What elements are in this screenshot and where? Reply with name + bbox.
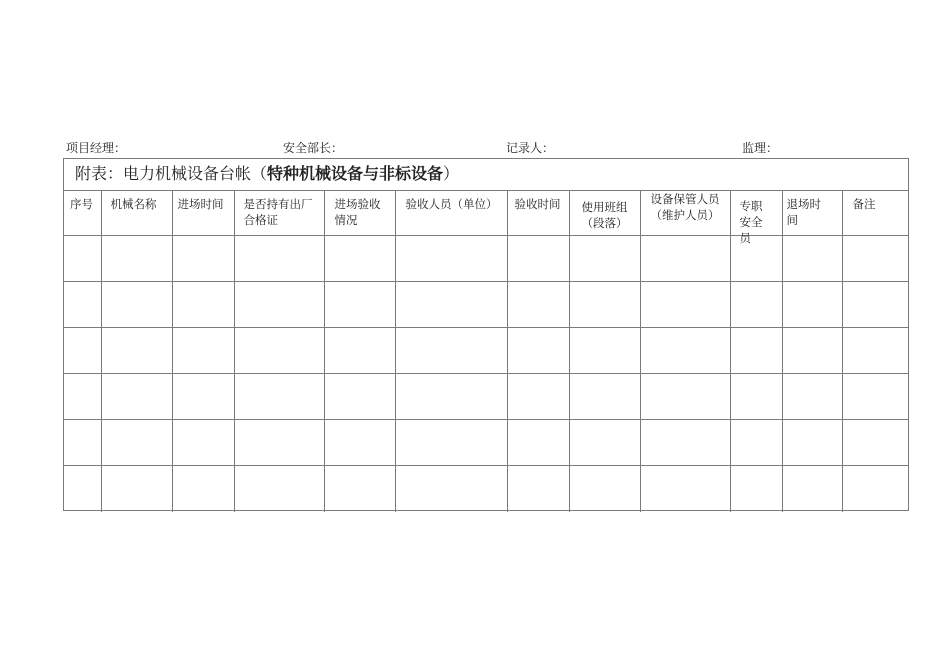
header-cell-work-team [569,191,640,236]
table-cell[interactable] [507,420,569,466]
table-cell[interactable] [234,466,324,512]
table-title-lead: 附表：电力机械设备台帐（ [75,164,268,183]
header-cell-custodian [640,191,730,236]
table-cell[interactable] [507,374,569,420]
header-row [64,191,908,236]
header-entry-inspection: 进场验收情况 [334,197,381,227]
header-cell-factory-cert [234,191,324,236]
table-cell[interactable] [842,420,908,466]
table-cell[interactable] [172,328,234,374]
header-cell-entry-time [172,191,234,236]
header-cell-exit-time [782,191,842,236]
table-cell[interactable] [569,420,640,466]
table-cell[interactable] [324,374,395,420]
table-cell[interactable] [507,236,569,282]
table-cell[interactable] [395,236,507,282]
signature-supervisor: 监理： [742,141,779,155]
header-work-team: 使用班组（段落） [581,200,628,230]
table-cell[interactable] [640,236,730,282]
table-cell[interactable] [324,466,395,512]
table-cell[interactable] [782,466,842,512]
table-title-main: 特种机械设备与非标设备 [267,164,444,183]
table-cell[interactable] [64,236,101,282]
table-cell[interactable] [395,420,507,466]
table-cell[interactable] [101,328,172,374]
table-cell[interactable] [782,420,842,466]
signature-safety-dept-head: 安全部长： [283,141,344,155]
table-cell[interactable] [569,466,640,512]
table-cell[interactable] [395,466,507,512]
signature-recorder: 记录人： [506,141,555,155]
table-cell[interactable] [324,236,395,282]
signature-project-manager: 项目经理： [66,141,127,155]
header-cell-entry-inspection [324,191,395,236]
table-row [64,420,908,466]
table-cell[interactable] [730,236,782,282]
header-cell-safety-officer [730,191,782,245]
header-factory-cert: 是否持有出厂合格证 [243,197,313,227]
table-cell[interactable] [172,236,234,282]
table-cell[interactable] [842,466,908,512]
table-cell[interactable] [172,374,234,420]
table-cell[interactable] [507,328,569,374]
table-cell[interactable] [640,374,730,420]
ledger-grid [64,191,908,512]
table-row [64,328,908,374]
header-cell-machine-name [101,191,172,236]
header-exit-time: 退场时间 [786,197,821,227]
table-cell[interactable] [569,236,640,282]
table-cell[interactable] [395,328,507,374]
table-cell[interactable] [640,420,730,466]
table-cell[interactable] [640,466,730,512]
header-inspectors: 验收人员（单位） [405,197,498,211]
table-cell[interactable] [842,236,908,282]
table-cell[interactable] [730,374,782,420]
table-cell[interactable] [172,420,234,466]
table-cell[interactable] [782,236,842,282]
table-title-tail: ） [443,164,460,183]
header-safety-officer: 专职安全员 [739,199,763,245]
table-cell[interactable] [172,282,234,328]
table-cell[interactable] [569,282,640,328]
table-cell[interactable] [101,420,172,466]
table-cell[interactable] [395,282,507,328]
header-serial: 序号 [70,197,93,211]
table-cell[interactable] [730,420,782,466]
table-cell[interactable] [172,466,234,512]
header-cell-inspectors [395,191,507,236]
table-cell[interactable] [842,374,908,420]
table-cell[interactable] [234,282,324,328]
table-cell[interactable] [234,420,324,466]
table-cell[interactable] [507,466,569,512]
table-cell[interactable] [730,282,782,328]
table-cell[interactable] [730,466,782,512]
table-row [64,282,908,328]
table-cell[interactable] [730,328,782,374]
table-title-row [64,159,908,191]
table-cell[interactable] [842,282,908,328]
table-cell[interactable] [101,282,172,328]
table-cell[interactable] [64,420,101,466]
table-cell[interactable] [101,236,172,282]
table-cell[interactable] [234,328,324,374]
header-machine-name: 机械名称 [110,197,157,211]
table-cell[interactable] [782,374,842,420]
table-cell[interactable] [569,374,640,420]
table-cell[interactable] [782,328,842,374]
equipment-ledger-table [63,158,909,511]
header-inspection-time: 验收时间 [514,197,561,211]
header-cell-serial [64,191,101,236]
header-custodian: 设备保管人员（维护人员） [650,192,720,222]
table-cell[interactable] [640,328,730,374]
table-cell[interactable] [324,420,395,466]
table-cell[interactable] [64,466,101,512]
table-cell[interactable] [64,374,101,420]
table-row [64,466,908,512]
table-row [64,236,908,282]
table-cell[interactable] [640,282,730,328]
table-cell[interactable] [782,282,842,328]
table-cell[interactable] [324,328,395,374]
table-cell[interactable] [234,236,324,282]
table-cell[interactable] [507,282,569,328]
header-cell-remarks [842,191,908,236]
table-cell[interactable] [842,328,908,374]
header-cell-inspection-time [507,191,569,236]
header-remarks: 备注 [852,197,876,211]
table-cell[interactable] [101,466,172,512]
table-row [64,374,908,420]
signature-row [0,138,950,155]
table-cell[interactable] [569,328,640,374]
table-cell[interactable] [64,328,101,374]
table-cell[interactable] [101,374,172,420]
table-cell[interactable] [324,282,395,328]
table-cell[interactable] [64,282,101,328]
table-cell[interactable] [395,374,507,420]
table-cell[interactable] [234,374,324,420]
header-entry-time: 进场时间 [177,197,224,211]
table-title [75,163,459,185]
